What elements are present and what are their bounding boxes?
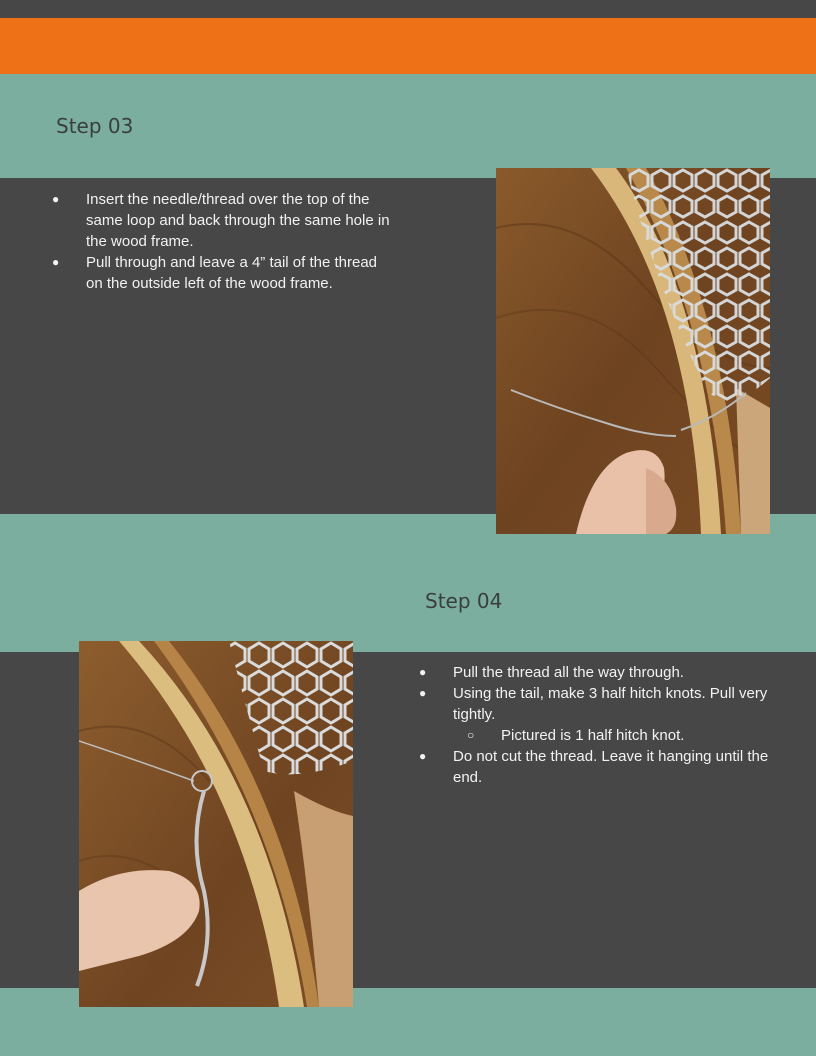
- hollow-bullet-icon: ○: [467, 728, 475, 742]
- step3-bullet-2: Pull through and leave a 4” tail of the thread on the outside left of the wood frame.: [86, 254, 378, 292]
- step4-bullet-3: Do not cut the thread. Leave it hanging until the end.: [453, 748, 769, 786]
- step4-title: Step 04: [425, 589, 503, 613]
- list-item: [419, 746, 779, 788]
- step3-title: Step 03: [56, 114, 134, 138]
- bullet-icon: ●: [52, 255, 60, 269]
- list-item: [52, 252, 392, 294]
- list-item: [419, 662, 779, 683]
- list-item: [52, 189, 392, 252]
- step4-bullet-1: Pull the thread all the way through.: [453, 664, 684, 681]
- step3-instructions: [52, 189, 392, 294]
- step4-instructions: [419, 662, 779, 788]
- step3-photo: [496, 168, 770, 534]
- step3-bullet-1: Insert the needle/thread over the top of the same loop and back through the same hole in the wood frame.: [86, 191, 390, 250]
- step4-title-band: [0, 514, 816, 652]
- orange-header-band: [0, 18, 816, 74]
- step4-bullet-2: Using the tail, make 3 half hitch knots. Pull very tightly.: [453, 685, 768, 723]
- bullet-icon: ●: [419, 749, 427, 763]
- step4-photo: [79, 641, 353, 1007]
- list-item: [453, 725, 779, 746]
- bullet-icon: ●: [419, 665, 427, 679]
- bullet-icon: ●: [419, 686, 427, 700]
- step4-sublist: [453, 725, 779, 746]
- list-item: [419, 683, 779, 746]
- step4-sub-bullet: Pictured is 1 half hitch knot.: [501, 727, 685, 744]
- bullet-icon: ●: [52, 192, 60, 206]
- top-dark-strip: [0, 0, 816, 18]
